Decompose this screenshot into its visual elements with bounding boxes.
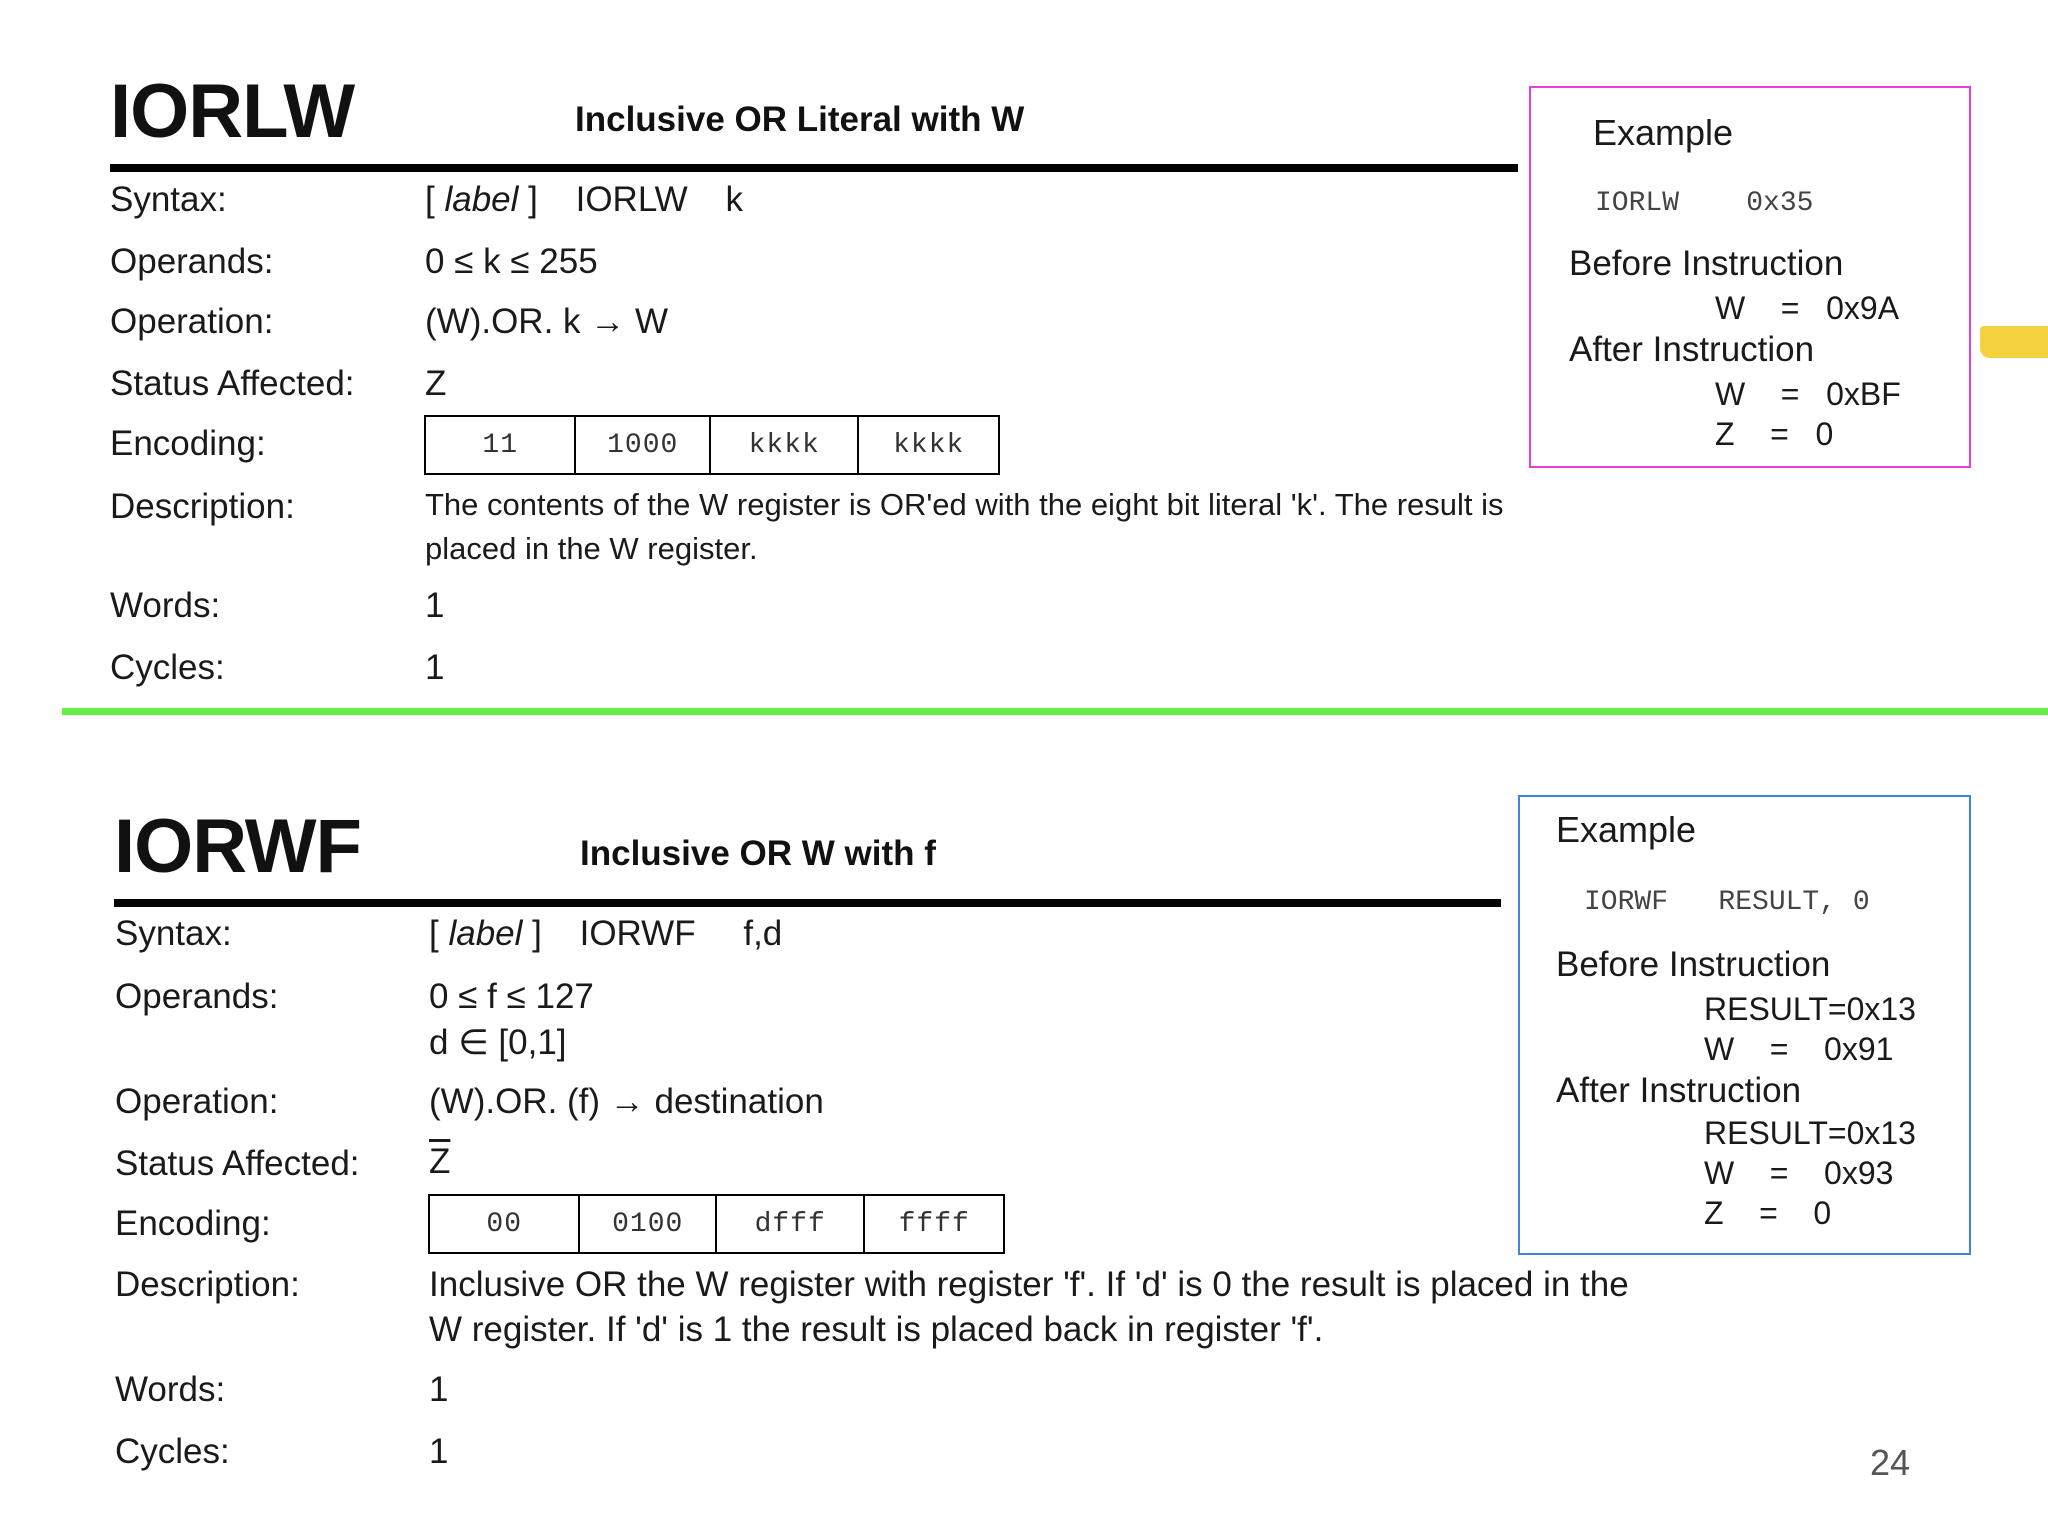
iorlw-cycles-value: 1: [425, 648, 445, 687]
iorlw-words-label: Words:: [110, 586, 221, 625]
section-separator: [62, 708, 2048, 715]
encoding-cell: 11: [426, 417, 576, 473]
iorlw-encoding-table: [424, 415, 1000, 475]
iorwf-example-box: [1518, 795, 1971, 1255]
iorwf-operands-value-1: 0 ≤ f ≤ 127: [429, 977, 594, 1016]
iorwf-operands-label: Operands:: [115, 977, 279, 1016]
example-after-row: Z = 0: [1715, 416, 1834, 452]
iorwf-encoding-label: Encoding:: [115, 1204, 271, 1243]
iorlw-encoding-label: Encoding:: [110, 424, 266, 463]
iorwf-subtitle: Inclusive OR W with f: [580, 834, 936, 873]
encoding-cell: 0100: [580, 1196, 717, 1252]
iorlw-operation-label: Operation:: [110, 302, 274, 341]
iorlw-status-value: Z: [425, 364, 447, 403]
example-after-row: W = 0x93: [1704, 1155, 1894, 1191]
iorwf-words-value: 1: [429, 1370, 449, 1409]
iorwf-operation-value: (W).OR. (f) → destination: [429, 1082, 824, 1121]
syntax-bracket-close: ]: [522, 914, 542, 953]
page-number: 24: [1870, 1442, 1911, 1483]
iorwf-description-label: Description:: [115, 1265, 300, 1304]
example-after-row: W = 0xBF: [1715, 376, 1901, 412]
encoding-cell: 1000: [576, 417, 711, 473]
encoding-cell: kkkk: [711, 417, 859, 473]
iorwf-operands-value-2: d ∈ [0,1]: [429, 1023, 567, 1062]
example-code: IORWF RESULT, 0: [1584, 887, 1870, 918]
example-before-heading: Before Instruction: [1556, 945, 1831, 984]
iorlw-operands-value: 0 ≤ k ≤ 255: [425, 242, 598, 281]
iorwf-mnemonic: IORWF: [114, 804, 361, 889]
iorwf-syntax-label: Syntax:: [115, 914, 232, 953]
highlighter-mark: [1980, 326, 2048, 358]
encoding-cell: 00: [430, 1196, 580, 1252]
iorwf-syntax-value: [429, 914, 782, 954]
example-after-heading: After Instruction: [1569, 330, 1815, 369]
encoding-cell: kkkk: [893, 429, 965, 461]
iorlw-example-box: [1529, 86, 1971, 468]
example-after-heading: After Instruction: [1556, 1071, 1802, 1110]
iorwf-words-label: Words:: [115, 1370, 226, 1409]
syntax-bracket-open: [: [429, 914, 449, 953]
example-title: Example: [1556, 809, 1697, 850]
iorwf-header-rule: [114, 899, 1501, 907]
syntax-instruction: IORWF: [579, 914, 696, 953]
iorwf-cycles-label: Cycles:: [115, 1432, 230, 1471]
iorwf-description-value: Inclusive OR the W register with register 'f'. If 'd' is 0 the result is placed in the W register. If 'd' is 1 the result is placed back in register 'f'.: [429, 1265, 1629, 1349]
iorwf-encoding-table: [428, 1194, 1005, 1254]
iorlw-header-rule: [110, 164, 1518, 172]
iorlw-mnemonic: IORLW: [110, 69, 355, 154]
example-before-row: W = 0x9A: [1715, 290, 1900, 326]
syntax-instruction: IORLW: [575, 180, 688, 219]
example-code: IORLW 0x35: [1595, 188, 1814, 219]
example-before-heading: Before Instruction: [1569, 244, 1844, 283]
syntax-label-placeholder: label: [444, 180, 519, 219]
iorwf-operation-label: Operation:: [115, 1082, 279, 1121]
syntax-bracket-close: ]: [518, 180, 538, 219]
iorlw-status-label: Status Affected:: [110, 364, 355, 403]
iorlw-syntax-value: [425, 180, 743, 220]
syntax-label-placeholder: label: [448, 914, 523, 953]
syntax-bracket-open: [: [425, 180, 445, 219]
iorlw-subtitle: Inclusive OR Literal with W: [575, 100, 1025, 139]
iorlw-words-value: 1: [425, 586, 445, 625]
example-after-row: RESULT=0x13: [1704, 1115, 1916, 1151]
iorwf-cycles-value: 1: [429, 1432, 449, 1471]
example-after-row: Z = 0: [1704, 1195, 1832, 1231]
encoding-cell: ffff: [898, 1208, 970, 1240]
example-before-row: RESULT=0x13: [1704, 991, 1916, 1027]
iorwf-status-label: Status Affected:: [115, 1144, 360, 1183]
iorlw-syntax-label: Syntax:: [110, 180, 227, 219]
example-title: Example: [1593, 112, 1734, 153]
syntax-args: k: [725, 180, 743, 219]
encoding-cell: dfff: [717, 1196, 865, 1252]
iorlw-description-value: The contents of the W register is OR'ed with the eight bit literal 'k'. The result is placed in the W register.: [425, 487, 1504, 566]
iorlw-cycles-label: Cycles:: [110, 648, 225, 687]
example-before-row: W = 0x91: [1704, 1031, 1894, 1067]
iorlw-description-label: Description:: [110, 487, 295, 526]
iorlw-operation-value: (W).OR. k → W: [425, 302, 669, 341]
iorwf-status-value: $\overline{Z}$: [429, 1142, 451, 1181]
syntax-args: f,d: [743, 914, 783, 953]
iorlw-operands-label: Operands:: [110, 242, 274, 281]
